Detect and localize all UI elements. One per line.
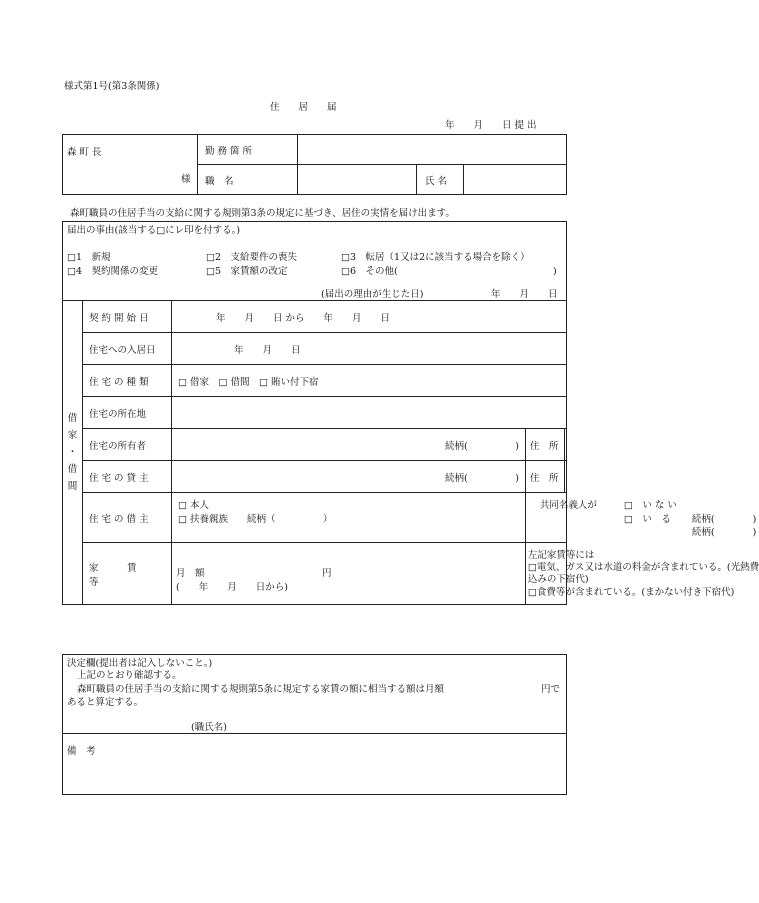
- borrower-cell: [172, 493, 526, 543]
- reason-block: [62, 221, 567, 301]
- decision-block: [62, 654, 567, 734]
- move-in-label: 住宅への入居日: [83, 333, 172, 365]
- remarks-block: [62, 733, 567, 795]
- rent-note-2: 込みの下宿代): [527, 574, 589, 585]
- reason-2[interactable]: □2 支給要件の喪失: [206, 252, 298, 263]
- name-field[interactable]: [464, 165, 567, 195]
- intro-text: 森町職員の住居手当の支給に関する規則第3条の規定に基づき、居住の実情を届け出ます。: [70, 208, 455, 219]
- decision-title: 決定欄(提出者は記入しないこと。): [67, 658, 213, 669]
- office-label: 勤 務 箇 所: [198, 135, 298, 165]
- reason-1[interactable]: □1 新規: [67, 252, 111, 263]
- reason-5[interactable]: □5 家賃額の改定: [206, 266, 288, 277]
- remarks-label: 備 考: [67, 746, 96, 757]
- reason-6[interactable]: □6 その他(: [341, 266, 398, 277]
- rent-label: 家 賃 等: [83, 543, 172, 605]
- reason-3[interactable]: □3 転居（1又は2に該当する場合を除く）: [341, 252, 530, 263]
- borrower-self[interactable]: □ 本人: [178, 500, 209, 511]
- lender-address-field[interactable]: [564, 461, 566, 493]
- yen-label: 円: [322, 568, 332, 579]
- owner-address-label: 住 所: [525, 429, 564, 461]
- joint-no[interactable]: □ い な い: [623, 500, 677, 511]
- rent-note-cell: [525, 543, 759, 605]
- decision-line2: 森町職員の住居手当の支給に関する規則第5条に規定する家賃の額に相当する額は月額: [77, 684, 445, 695]
- arise-label: (届出の理由が生じた日): [321, 289, 424, 300]
- form-number: 様式第1号(第3条関係): [64, 81, 160, 92]
- recipient: 森 町 長: [67, 147, 102, 158]
- contract-date[interactable]: 年 月 日 から 年 月 日: [172, 301, 567, 333]
- rent-note-1[interactable]: □電気、ガス又は水道の料金が含まれている。(光熱費: [527, 562, 759, 573]
- joint-label: 共同名義人が: [539, 500, 597, 511]
- lender-relation[interactable]: 続柄( ): [172, 461, 526, 493]
- decision-line2-end: 円で: [541, 684, 561, 695]
- reason-4[interactable]: □4 契約関係の変更: [67, 266, 159, 277]
- position-field[interactable]: [298, 165, 417, 195]
- arise-date: 年 月 日: [491, 289, 558, 300]
- office-field[interactable]: [298, 135, 567, 165]
- reason-title: 届出の事由(該当する□にレ印を付する。): [67, 225, 241, 236]
- monthly-label: 月 額: [176, 568, 205, 579]
- sama-label: 様: [181, 174, 191, 185]
- owner-address-field[interactable]: [564, 429, 566, 461]
- move-in-date[interactable]: 年 月 日: [172, 333, 567, 365]
- rent-cell: [172, 543, 526, 605]
- owner-relation[interactable]: 続柄( ): [172, 429, 526, 461]
- housing-options[interactable]: □ 借家 □ 借間 □ 賄い付下宿: [172, 365, 567, 397]
- header-table: [62, 134, 567, 195]
- submit-date: 年 月 日 提 出: [445, 120, 537, 131]
- decision-line1: 上記のとおり確認する。: [77, 670, 182, 681]
- contract-start-label: 契 約 開 始 日: [83, 301, 172, 333]
- borrower-dependent[interactable]: □ 扶養親族 続柄（ ）: [178, 514, 333, 525]
- joint-cell: [525, 493, 757, 543]
- lender-label: 住 宅 の 貸 主: [83, 461, 172, 493]
- rent-note-3[interactable]: □食費等が含まれている。(まかない付き下宿代): [527, 587, 735, 598]
- location-label: 住宅の所在地: [83, 397, 172, 429]
- side-label: 借 家 ・ 借 間: [63, 301, 83, 605]
- official-label: (職氏名): [191, 722, 227, 733]
- joint-relation-1[interactable]: 続柄( ): [691, 514, 757, 525]
- rent-note-title: 左記家賃等には: [527, 550, 595, 561]
- lender-address-label: 住 所: [525, 461, 564, 493]
- recipient-cell: [63, 135, 198, 195]
- housing-type-label: 住 宅 の 種 類: [83, 365, 172, 397]
- location-field[interactable]: [172, 397, 567, 429]
- borrower-label: 住 宅 の 借 主: [83, 493, 172, 543]
- position-label: 職 名: [198, 165, 298, 195]
- rent-from-date[interactable]: ( 年 月 日から): [176, 582, 288, 593]
- joint-yes[interactable]: □ い る: [623, 514, 671, 525]
- housing-table: [62, 300, 759, 605]
- joint-relation-2[interactable]: 続柄( ): [691, 527, 757, 538]
- name-label: 氏 名: [417, 165, 464, 195]
- decision-line3: あると算定する。: [67, 697, 144, 708]
- owner-label: 住宅の所有者: [83, 429, 172, 461]
- reason-6-close: ): [553, 266, 557, 277]
- page-title: 住 居 届: [270, 102, 337, 113]
